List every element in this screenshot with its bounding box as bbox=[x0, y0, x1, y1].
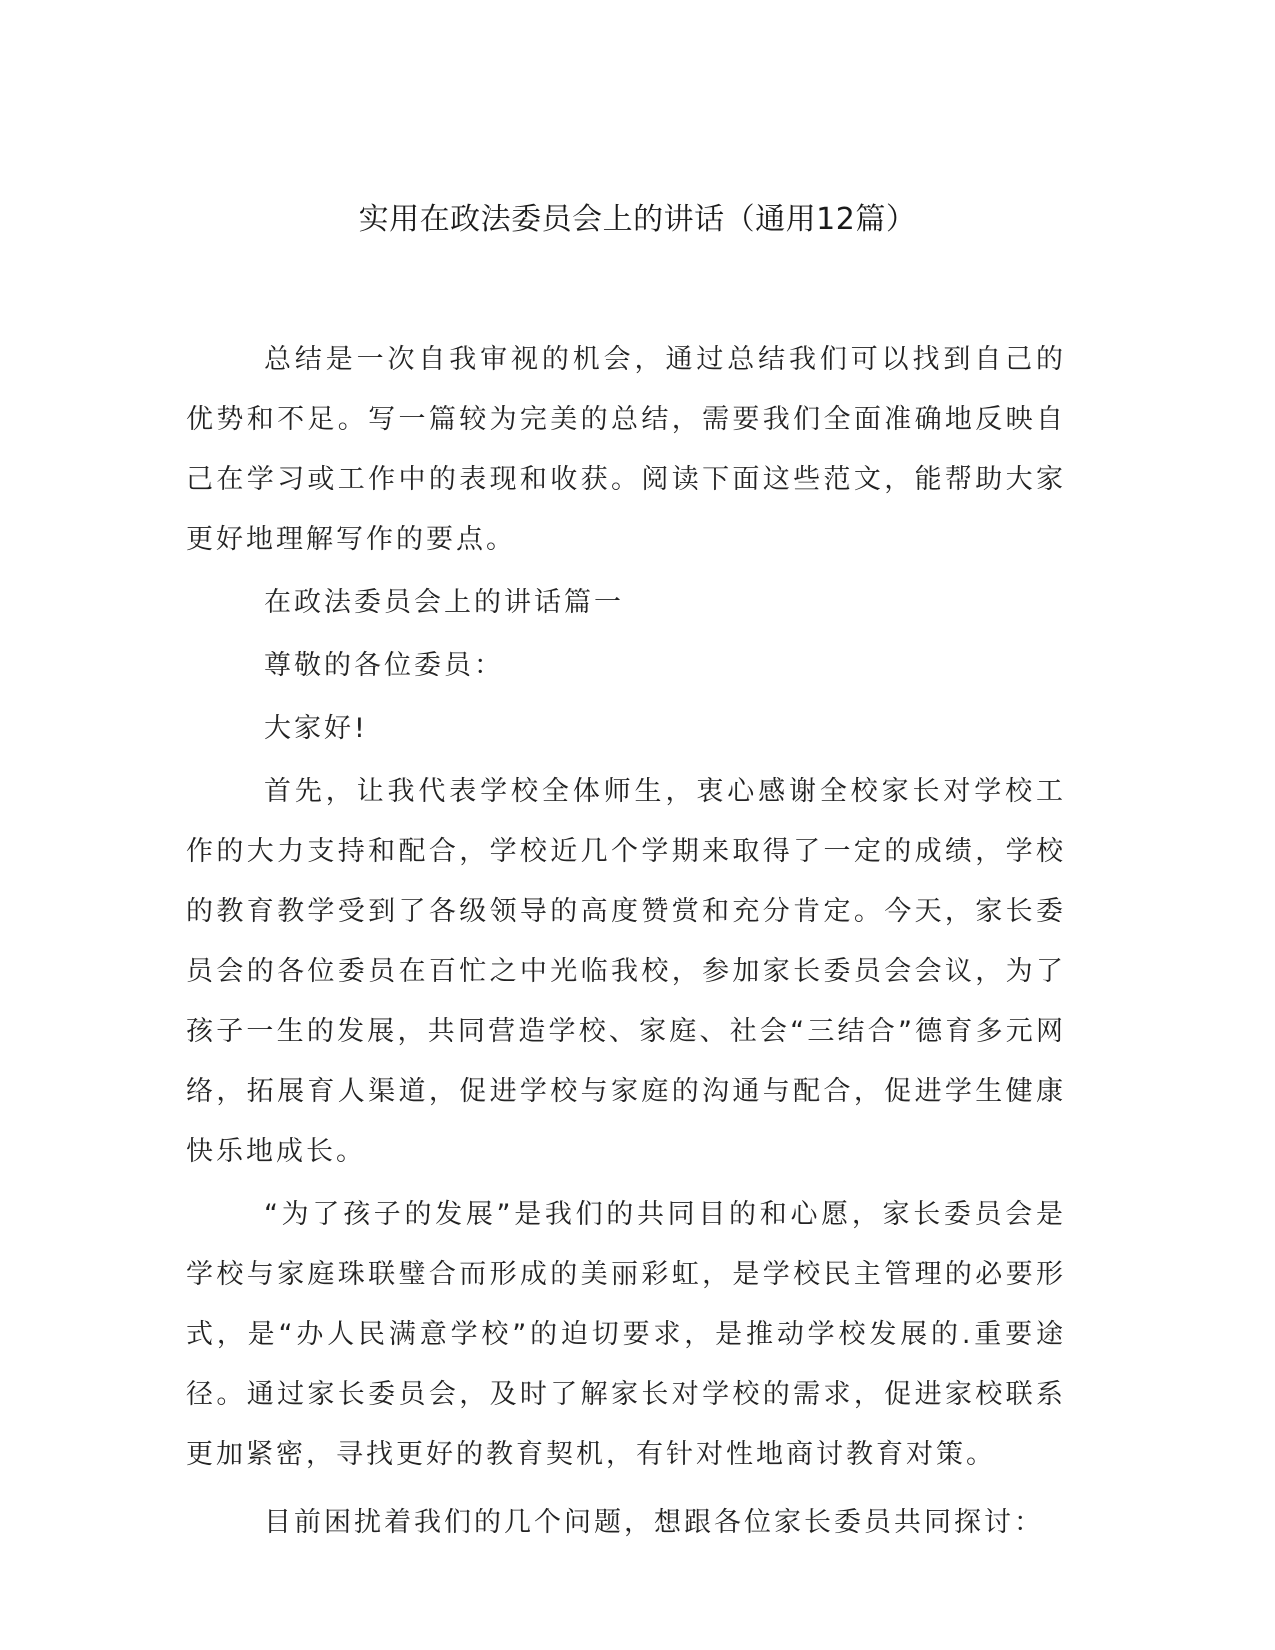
body-paragraph: 首先，让我代表学校全体师生，衷心感谢全校家长对学校工作的大力支持和配合，学校近几个学期来取得了一定的成绩，学校的教育教学受到了各级领导的高度赞赏和充分肯定。今天，家长委员会的各位委员在百忙之中光临我校，参加家长委员会会议，为了孩子一生的发展，共同营造学校、家庭、社会“三结合”德育多元网络，拓展育人渠道，促进学校与家庭的沟通与配合，促进学生健康快乐地成长。 bbox=[186, 776, 1066, 1167]
body-paragraph: “为了孩子的发展”是我们的共同目的和心愿，家长委员会是学校与家庭珠联璧合而形成的美丽彩虹，是学校民主管理的必要形式，是“办人民满意学校”的迫切要求，是推动学校发展的.重要途径。通过家长委员会，及时了解家长对学校的需求，促进家校联系更加紧密，寻找更好的教育契机，有针对性地商讨教育对策。 bbox=[186, 1199, 1066, 1470]
document-title: 实用在政法委员会上的讲话（通用12篇） bbox=[358, 202, 917, 237]
greeting: 大家好! bbox=[264, 713, 368, 744]
body-paragraph: 目前困扰着我们的几个问题，想跟各位家长委员共同探讨： bbox=[264, 1507, 1044, 1538]
section-heading: 在政法委员会上的讲话篇一 bbox=[264, 587, 624, 618]
intro-paragraph: 总结是一次自我审视的机会，通过总结我们可以找到自己的优势和不足。写一篇较为完美的总结，需要我们全面准确地反映自己在学习或工作中的表现和收获。阅读下面这些范文，能帮助大家更好地理解写作的要点。 bbox=[186, 344, 1066, 555]
salutation: 尊敬的各位委员： bbox=[264, 650, 504, 681]
document-body bbox=[186, 330, 1066, 1556]
